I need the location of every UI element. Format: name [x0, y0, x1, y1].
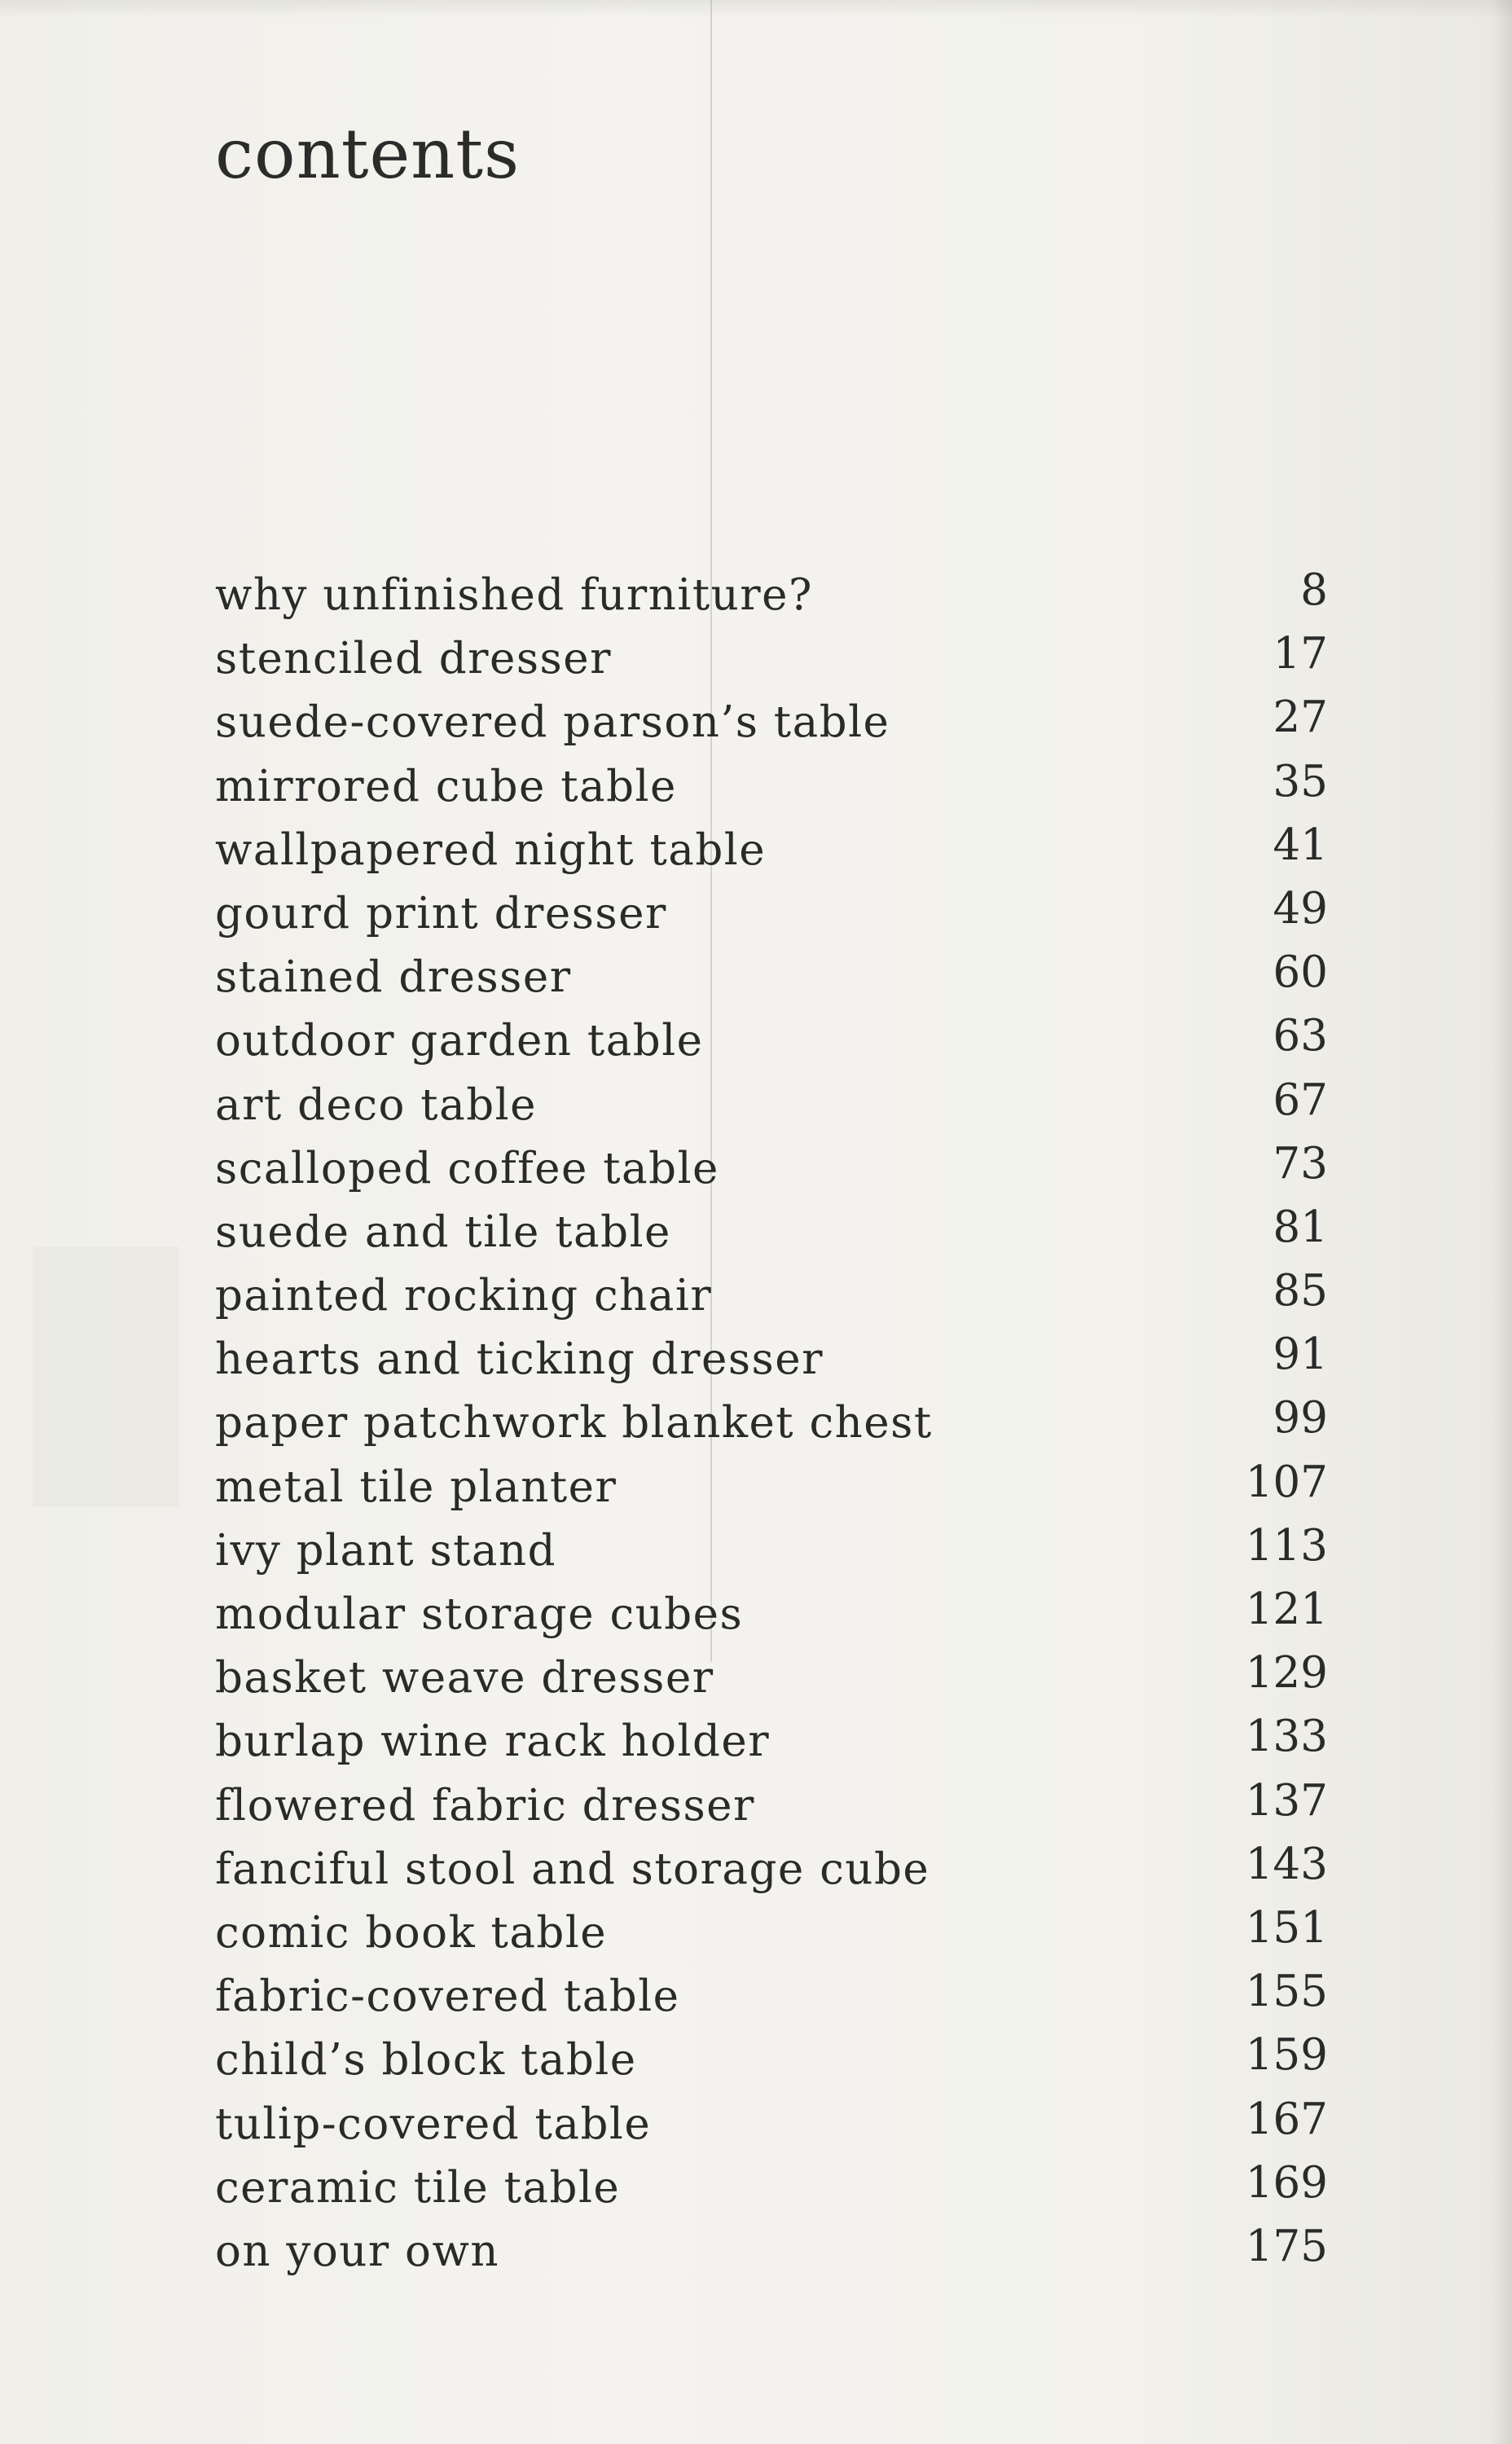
toc-entry-page-number: 169	[1245, 2157, 1328, 2208]
toc-entry-page-number: 17	[1272, 629, 1328, 679]
toc-entry	[215, 755, 1328, 819]
toc-entry-title: child’s block table	[215, 2035, 637, 2086]
toc-entry-title: why unfinished furniture?	[215, 570, 813, 620]
toc-entry-page-number: 85	[1272, 1266, 1328, 1317]
toc-entry-title: outdoor garden table	[215, 1016, 704, 1066]
page-title: contents	[215, 114, 521, 194]
toc-entry	[215, 1583, 1328, 1646]
toc-entry-page-number: 35	[1272, 756, 1328, 807]
toc-entry-page-number: 99	[1272, 1393, 1328, 1444]
toc-entry-title: stained dresser	[215, 952, 572, 1003]
toc-entry-page-number: 60	[1272, 947, 1328, 998]
toc-entry-page-number: 151	[1245, 1902, 1328, 1953]
toc-entry-title: painted rocking chair	[215, 1271, 713, 1321]
toc-entry-title: gourd print dresser	[215, 888, 667, 938]
toc-entry-title: basket weave dresser	[215, 1653, 714, 1703]
show-through-block	[33, 1246, 179, 1507]
toc-entry-title: fabric-covered table	[215, 1971, 680, 2022]
toc-entry-page-number: 41	[1272, 820, 1328, 870]
toc-entry-title: mirrored cube table	[215, 761, 677, 811]
toc-entry	[215, 627, 1328, 691]
toc-entry	[215, 1328, 1328, 1391]
toc-entry-title: wallpapered night table	[215, 824, 767, 875]
toc-entry	[215, 2220, 1328, 2284]
toc-entry-title: ivy plant stand	[215, 1525, 557, 1576]
toc-entry-title: metal tile planter	[215, 1462, 618, 1512]
toc-entry	[215, 1074, 1328, 1137]
toc-entry	[215, 1774, 1328, 1838]
toc-entry-page-number: 91	[1272, 1330, 1328, 1380]
toc-entry-page-number: 143	[1245, 1839, 1328, 1889]
toc-entry	[215, 1009, 1328, 1073]
toc-entry	[215, 564, 1328, 627]
toc-entry	[215, 1710, 1328, 1774]
toc-entry-page-number: 133	[1245, 1712, 1328, 1762]
toc-entry-page-number: 167	[1245, 2094, 1328, 2144]
page-top-shadow	[0, 0, 1512, 18]
toc-entry-page-number: 113	[1245, 1520, 1328, 1571]
toc-entry-title: on your own	[215, 2226, 499, 2276]
toc-entry	[215, 882, 1328, 946]
toc-entry-title: suede and tile table	[215, 1207, 671, 1257]
table-of-contents	[215, 564, 1328, 2284]
toc-entry-page-number: 121	[1245, 1585, 1328, 1634]
toc-entry	[215, 1838, 1328, 1901]
toc-entry	[215, 1137, 1328, 1201]
toc-entry	[215, 1901, 1328, 1965]
toc-entry	[215, 2029, 1328, 2092]
toc-entry	[215, 1391, 1328, 1455]
toc-entry-title: ceramic tile table	[215, 2162, 621, 2213]
toc-entry	[215, 1646, 1328, 1710]
toc-entry-title: hearts and ticking dresser	[215, 1334, 824, 1385]
page-edge-shadow	[1491, 0, 1512, 2444]
toc-entry	[215, 946, 1328, 1009]
toc-entry-title: tulip-covered table	[215, 2099, 652, 2149]
toc-entry-page-number: 81	[1272, 1202, 1328, 1252]
toc-entry-title: paper patchwork blanket chest	[215, 1398, 933, 1448]
toc-entry	[215, 1965, 1328, 2029]
toc-entry	[215, 2093, 1328, 2156]
toc-entry-page-number: 137	[1245, 1775, 1328, 1826]
toc-entry-page-number: 63	[1272, 1011, 1328, 1062]
toc-entry	[215, 691, 1328, 754]
toc-entry-title: scalloped coffee table	[215, 1143, 719, 1193]
toc-entry-page-number: 8	[1300, 565, 1328, 615]
toc-entry-title: modular storage cubes	[215, 1589, 744, 1639]
toc-entry	[215, 1519, 1328, 1583]
toc-entry-page-number: 159	[1245, 2030, 1328, 2081]
toc-entry-page-number: 175	[1245, 2221, 1328, 2271]
toc-entry-page-number: 49	[1272, 883, 1328, 934]
toc-entry-title: stenciled dresser	[215, 634, 612, 684]
toc-entry-title: art deco table	[215, 1079, 537, 1130]
toc-entry	[215, 2156, 1328, 2220]
toc-entry	[215, 1456, 1328, 1519]
toc-entry-title: flowered fabric dresser	[215, 1780, 755, 1831]
toc-entry-title: suede-covered parson’s table	[215, 697, 890, 748]
toc-entry-page-number: 129	[1245, 1648, 1328, 1699]
toc-entry	[215, 1264, 1328, 1328]
toc-entry	[215, 1201, 1328, 1264]
toc-entry-title: burlap wine rack holder	[215, 1717, 771, 1767]
toc-entry-page-number: 73	[1272, 1138, 1328, 1189]
toc-entry	[215, 819, 1328, 882]
toc-entry-page-number: 107	[1245, 1457, 1328, 1507]
toc-entry-title: comic book table	[215, 1907, 608, 1958]
toc-entry-page-number: 27	[1272, 692, 1328, 743]
toc-entry-page-number: 155	[1245, 1967, 1328, 2017]
toc-entry-title: fanciful stool and storage cube	[215, 1844, 930, 1894]
toc-entry-page-number: 67	[1272, 1075, 1328, 1125]
